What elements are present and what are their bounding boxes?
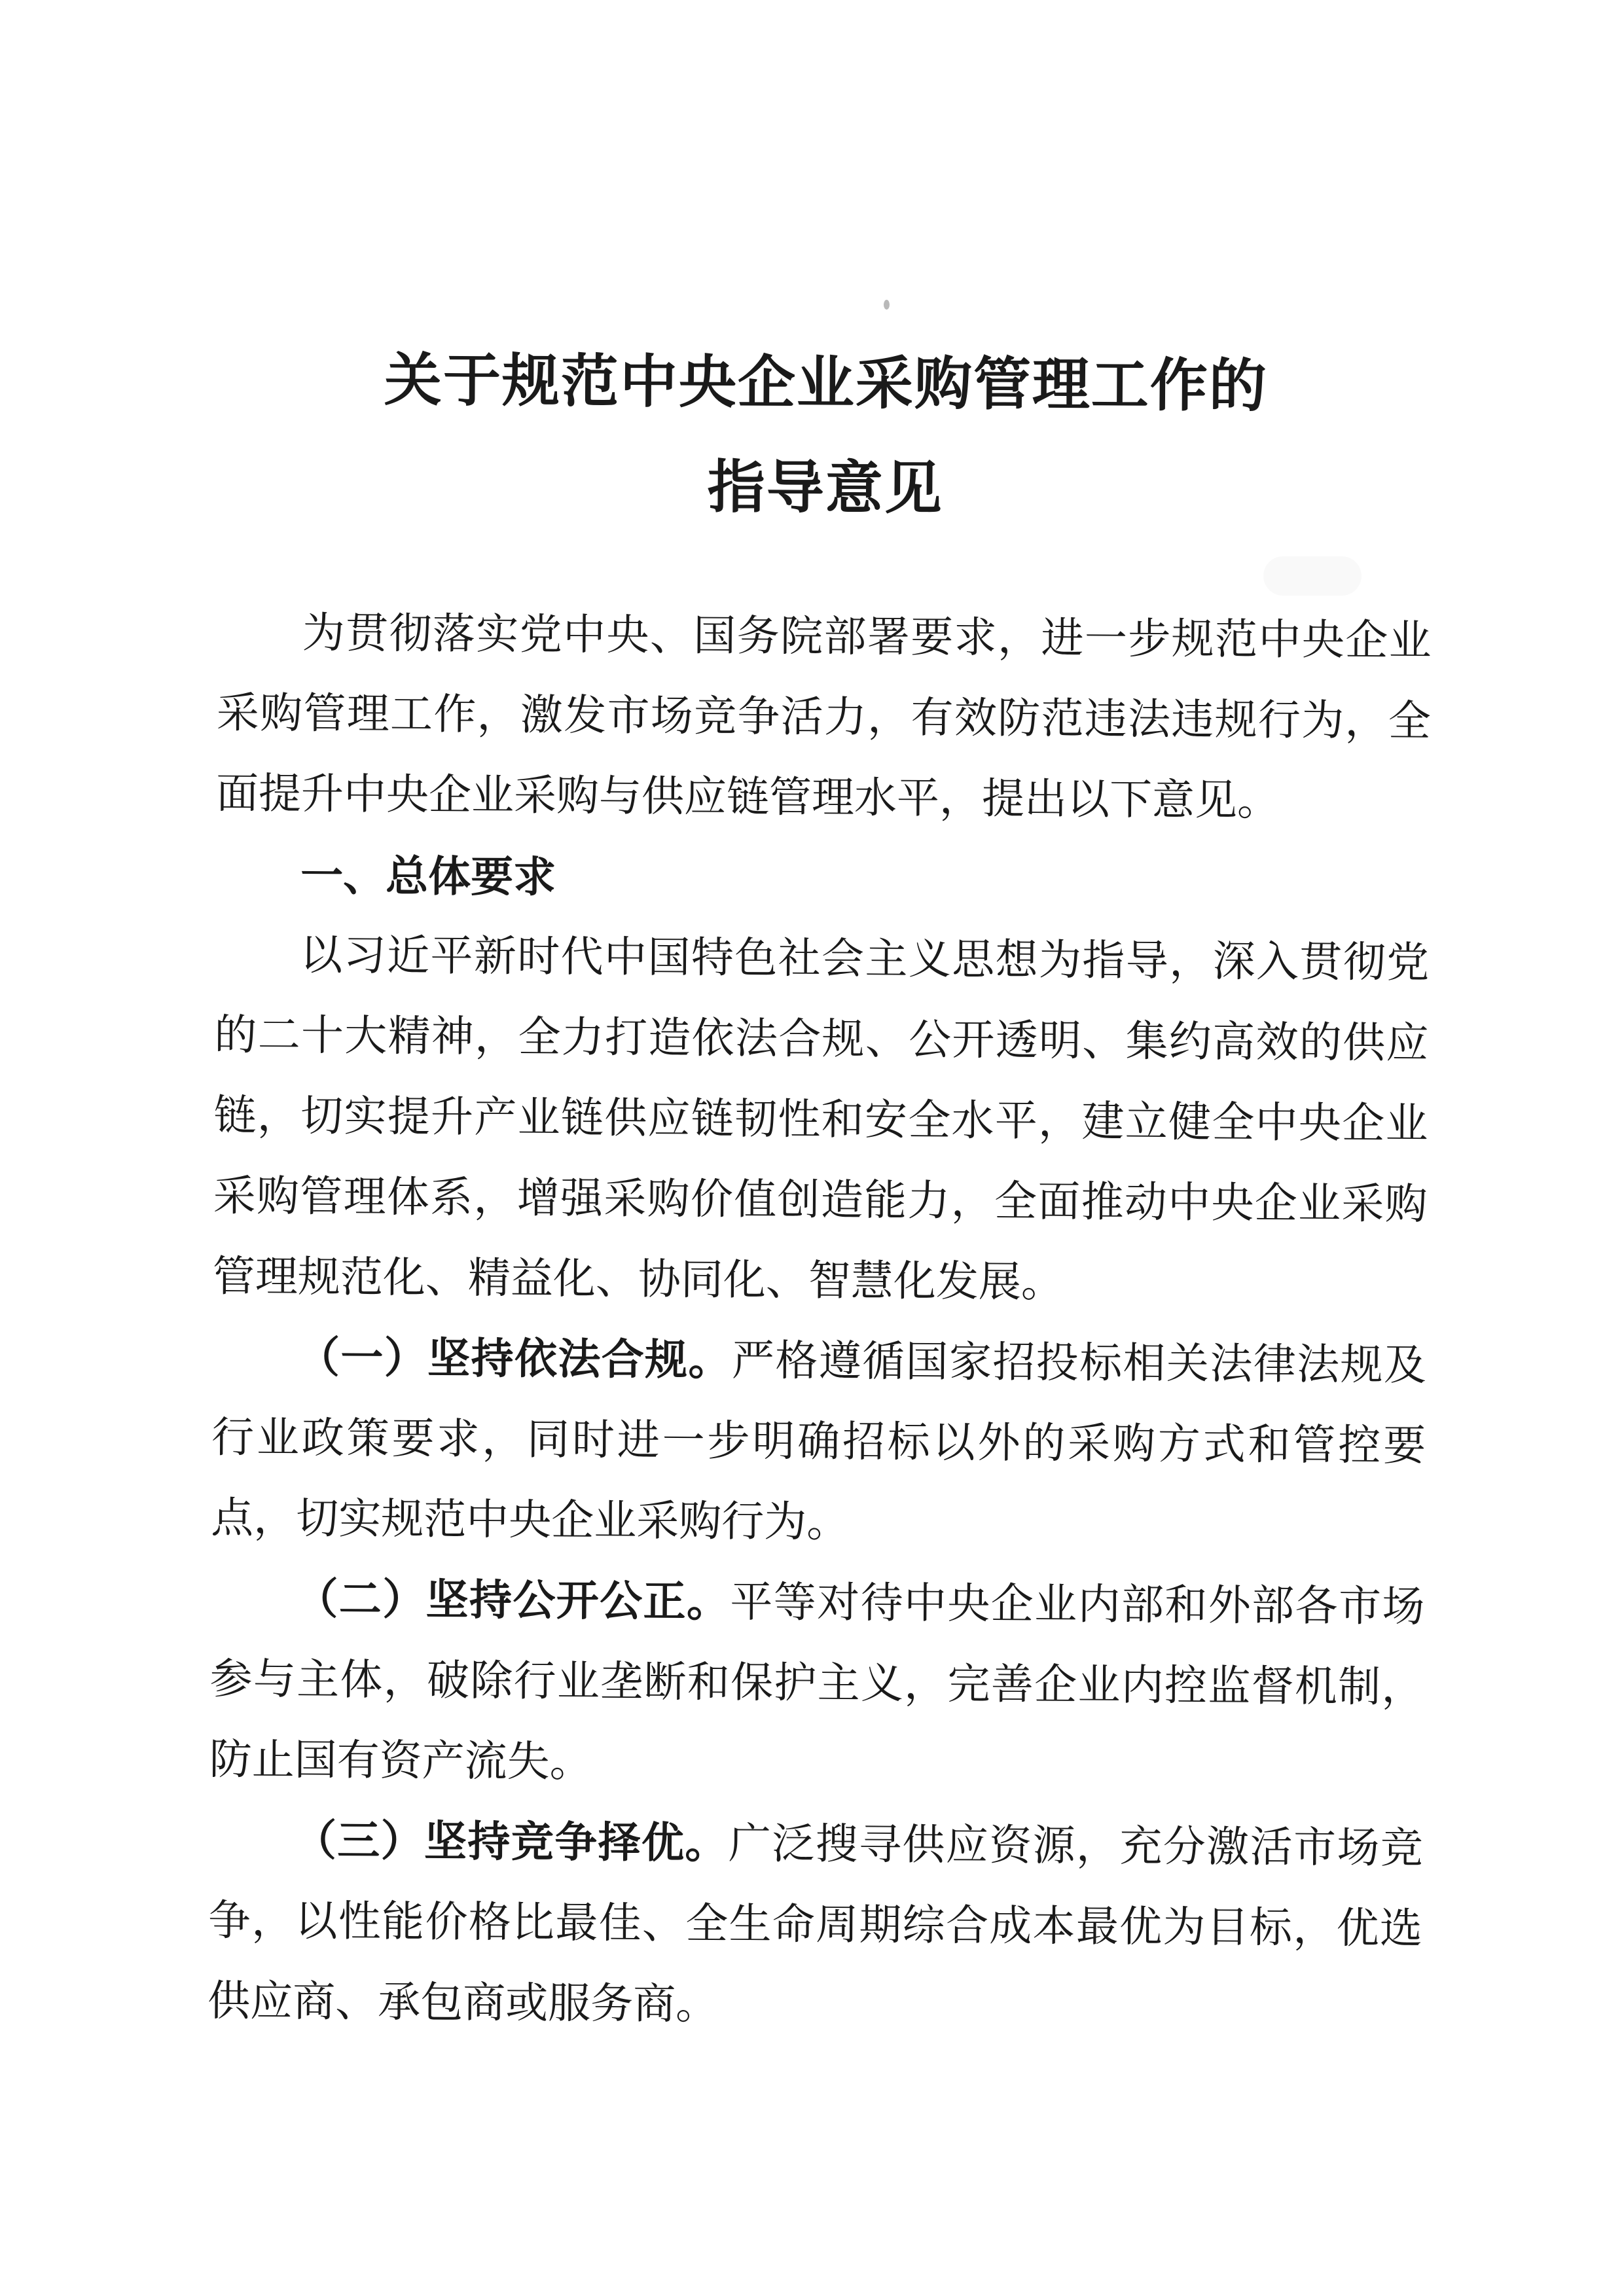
- title-line-2: 指导意见: [707, 454, 944, 521]
- scan-speck-artifact: [884, 300, 890, 310]
- document-title: [218, 327, 1434, 545]
- point-paragraph-1: [211, 1318, 1427, 1568]
- point-paragraph-2: [209, 1559, 1425, 1809]
- point-2-text: 平等对待中央企业内部和外部各市场参与主体，破除行业垄断和保护主义，完善企业内控监督机制，防止国有资产流失。: [209, 1579, 1425, 1787]
- point-3-text: 广泛搜寻供应资源，充分激活市场竞争，以性能价格比最佳、全生命周期综合成本最优为目标，优选供应商、承包商或服务商。: [207, 1820, 1424, 2029]
- title-line-1: 关于规范中央企业采购管理工作的: [384, 347, 1269, 419]
- section-heading-overall-requirements: 一、总体要求: [300, 851, 556, 901]
- document-content: [208, 327, 1434, 2051]
- point-2-lead: （二）坚持公开公正。: [295, 1575, 731, 1626]
- point-1-lead: （一）坚持依法合规。: [297, 1334, 732, 1385]
- section-opening-paragraph: 以习近平新时代中国特色社会主义思想为指导，深入贯彻党的二十大精神，全力打造依法合规、公开透明、集约高效的供应链，切实提升产业链供应链韧性和安全水平，建立健全中央企业采购管理体系，增强采购价值创造能力，全面推动中央企业采购管理规范化、精益化、协同化、智慧化发展。: [212, 931, 1430, 1307]
- point-1-text: 严格遵循国家招投标相关法律法规及行业政策要求，同时进一步明确招标以外的采购方式和管控要点，切实规范中央企业采购行为。: [211, 1337, 1427, 1547]
- point-paragraph-3: [208, 1801, 1424, 2051]
- intro-paragraph: 为贯彻落实党中央、国务院部署要求，进一步规范中央企业采购管理工作，激发市场竞争活力，有效防范违法违规行为，全面提升中央企业采购与供应链管理水平，提出以下意见。: [215, 609, 1432, 825]
- point-3-lead: （三）坚持竞争择优。: [293, 1817, 729, 1868]
